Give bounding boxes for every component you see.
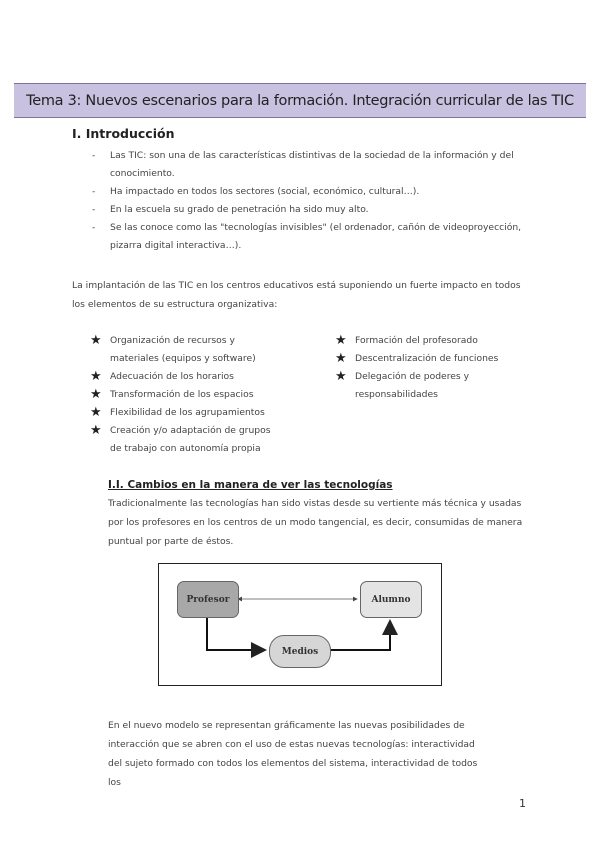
- intro-bullet-list: [92, 147, 522, 255]
- star-icon: ★: [90, 423, 102, 438]
- section-heading-changes: I.I. Cambios en la manera de ver las tecnologías: [108, 479, 393, 491]
- list-item: - Ha impactado en todos los sectores (social, económico, cultural…).: [92, 183, 522, 201]
- star-icon: ★: [90, 369, 102, 384]
- list-item: ★ Delegación de poderes y responsabilidades: [335, 369, 470, 400]
- node-medios: Medios: [269, 635, 331, 668]
- page-number: 1: [519, 797, 526, 810]
- node-profesor: Profesor: [177, 581, 239, 618]
- list-item: - Se las conoce como las "tecnologías invisibles" (el ordenador, cañón de videoproyección, pizarra digital interactiva…).: [92, 219, 522, 255]
- intro-paragraph: La implantación de las TIC en los centros educativos está suponiendo un fuerte impacto en todos los elementos de su estructura organizativa:: [72, 280, 521, 310]
- page-title: Tema 3: Nuevos escenarios para la formación. Integración curricular de las TIC: [26, 92, 574, 109]
- list-item: ★ Adecuación de los horarios: [90, 369, 234, 384]
- star-icon: ★: [335, 351, 347, 366]
- title-bar: [14, 83, 586, 118]
- arrow-profesor-medios: [207, 617, 265, 650]
- star-list-right: [335, 332, 505, 404]
- changes-paragraph: Tradicionalmente las tecnologías han sido vistas desde su vertiente más técnica y usadas por los profesores en los centros de un modo tangencial, es decir, consumidas de manera puntual por parte de éstos.: [108, 498, 523, 547]
- star-icon: ★: [90, 405, 102, 420]
- node-alumno: Alumno: [360, 581, 422, 618]
- list-item: ★ Creación y/o adaptación de grupos de trabajo con autonomía propia: [90, 423, 271, 454]
- arrow-medios-alumno: [329, 621, 390, 650]
- list-item: - Las TIC: son una de las características distintivas de la sociedad de la información y del conocimiento.: [92, 147, 522, 183]
- star-icon: ★: [335, 369, 347, 384]
- interaction-diagram: [158, 563, 442, 686]
- list-item: ★ Descentralización de funciones: [335, 351, 499, 366]
- list-item: - En la escuela su grado de penetración ha sido muy alto.: [92, 201, 522, 219]
- model-paragraph: En el nuevo modelo se representan gráficamente las nuevas posibilidades de interacción que se abren con el uso de estas nuevas tecnologías: interactividad del sujeto formado con todos los elementos del sistema, interactividad de todos los: [108, 720, 478, 788]
- list-item: ★ Flexibilidad de los agrupamientos: [90, 405, 265, 420]
- star-icon: ★: [335, 333, 347, 348]
- list-item: ★ Organización de recursos y materiales (equipos y software): [90, 333, 256, 364]
- star-icon: ★: [90, 333, 102, 348]
- star-list-left: [90, 332, 280, 458]
- list-item: ★ Formación del profesorado: [335, 333, 478, 348]
- star-icon: ★: [90, 387, 102, 402]
- section-heading-introduction: I. Introducción: [72, 126, 175, 141]
- list-item: ★ Transformación de los espacios: [90, 387, 254, 402]
